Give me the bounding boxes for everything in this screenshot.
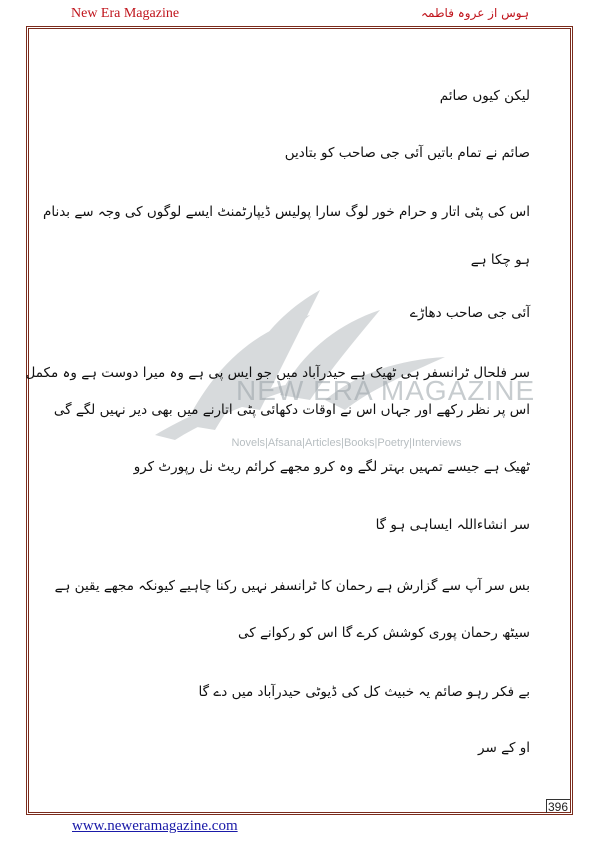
watermark-subtitle: Novels|Afsana|Articles|Books|Poetry|Interviews bbox=[231, 437, 462, 449]
text-line: لیکن کیوں صائم bbox=[439, 88, 530, 104]
text-line: آئی جی صاحب دھاڑے bbox=[409, 305, 530, 321]
text-line: سر انشاءاللہ ایساہی ہو گا bbox=[375, 517, 530, 533]
watermark-title: NEW ERA MAGAZINE bbox=[236, 375, 536, 406]
text-line: سیٹھ رحمان پوری کوشش کرے گا اس کو رکوانے کی bbox=[237, 625, 530, 641]
text-line: بے فکر رہو صائم یہ خبیث کل کی ڈیوٹی حیدرآباد میں دے گا bbox=[198, 684, 530, 700]
text-line: اس کی پٹی اتار و حرام خور لوگ سارا پولیس ڈیپارٹمنٹ ایسے لوگوں کی وجہ سے بدنام bbox=[42, 204, 530, 220]
text-line: ٹھیک ہے جیسے تمہیں بہتر لگے وہ کرو مجھے کرائم ریٹ نل رپورٹ کرو bbox=[133, 459, 530, 475]
footer-website-link[interactable]: www.neweramagazine.com bbox=[72, 818, 238, 834]
text-line: بس سر آپ سے گزارش ہے رحمان کا ٹرانسفر نہیں رکنا چاہیے کیونکہ مجھے یقین ہے bbox=[54, 578, 530, 594]
magazine-header-title: New Era Magazine bbox=[71, 6, 180, 21]
story-header-title: ہوس از عروہ فاطمہ bbox=[421, 6, 529, 20]
text-line: ہو چکا ہے bbox=[470, 252, 530, 268]
text-line: صائم نے تمام باتیں آئی جی صاحب کو بتادیں bbox=[284, 145, 530, 161]
text-line: اس پر نظر رکھے اور جہاں اس نے اوقات دکھائی پٹی اتارنے میں بھی دیر نہیں لگے گی bbox=[53, 402, 530, 418]
text-line: او کے سر bbox=[478, 740, 530, 756]
page-number: 396 bbox=[547, 800, 568, 814]
text-line: سر فلحال ٹرانسفر ہی ٹھیک ہے حیدرآباد میں جو ایس پی ہے وہ میرا دوست ہے وہ مکمل bbox=[25, 365, 530, 381]
